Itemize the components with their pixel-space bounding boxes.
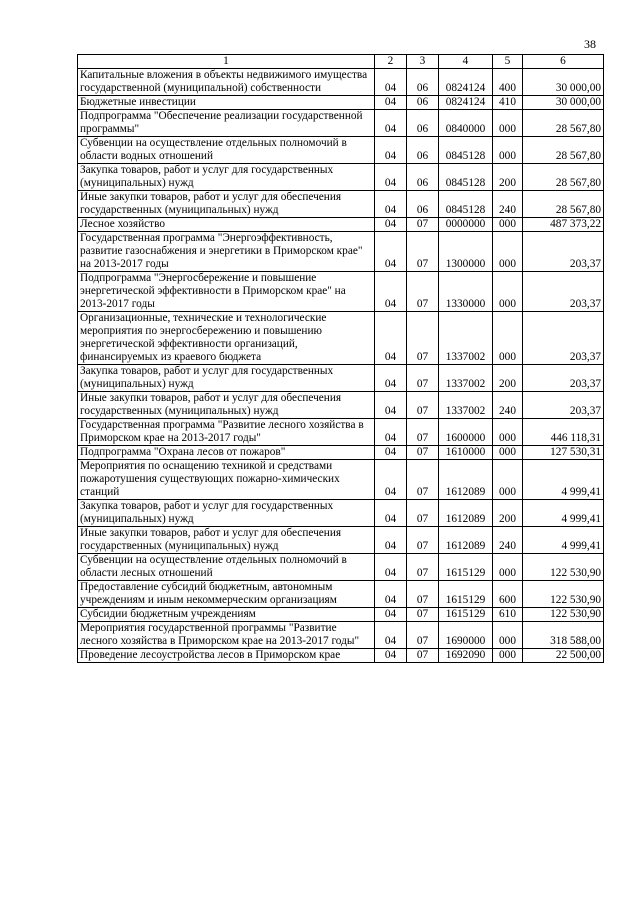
row-expense-type: 410 bbox=[493, 96, 523, 110]
row-target-article: 0000000 bbox=[439, 218, 493, 232]
row-subsection: 07 bbox=[407, 446, 439, 460]
row-amount: 4 999,41 bbox=[523, 460, 604, 500]
table-row bbox=[78, 69, 604, 96]
row-section: 04 bbox=[375, 272, 407, 312]
row-section: 04 bbox=[375, 191, 407, 218]
row-expense-type: 240 bbox=[493, 527, 523, 554]
row-name: Подпрограмма "Охрана лесов от пожаров" bbox=[78, 446, 375, 460]
row-name: Организационные, технические и технологические мероприятия по энергосбережению и повышению энергетической эффективности организаций, финансируемых из краевого бюджета bbox=[78, 312, 375, 365]
row-amount: 122 530,90 bbox=[523, 581, 604, 608]
table-row bbox=[78, 392, 604, 419]
row-subsection: 07 bbox=[407, 581, 439, 608]
row-amount: 28 567,80 bbox=[523, 191, 604, 218]
row-amount: 28 567,80 bbox=[523, 164, 604, 191]
row-name: Иные закупки товаров, работ и услуг для обеспечения государственных (муниципальных) нужд bbox=[78, 392, 375, 419]
row-expense-type: 000 bbox=[493, 622, 523, 649]
table-row bbox=[78, 446, 604, 460]
row-target-article: 1600000 bbox=[439, 419, 493, 446]
row-target-article: 1337002 bbox=[439, 312, 493, 365]
row-amount: 122 530,90 bbox=[523, 554, 604, 581]
row-subsection: 07 bbox=[407, 272, 439, 312]
row-amount: 318 588,00 bbox=[523, 622, 604, 649]
row-name: Государственная программа "Энергоэффективность, развитие газоснабжения и энергетики в Приморском крае" на 2013-2017 годы bbox=[78, 232, 375, 272]
row-target-article: 0845128 bbox=[439, 137, 493, 164]
row-target-article: 0824124 bbox=[439, 96, 493, 110]
row-section: 04 bbox=[375, 96, 407, 110]
row-amount: 28 567,80 bbox=[523, 110, 604, 137]
table-row bbox=[78, 527, 604, 554]
row-amount: 203,37 bbox=[523, 392, 604, 419]
row-subsection: 06 bbox=[407, 110, 439, 137]
row-amount: 122 530,90 bbox=[523, 608, 604, 622]
table-row bbox=[78, 272, 604, 312]
table-row bbox=[78, 554, 604, 581]
row-target-article: 1300000 bbox=[439, 232, 493, 272]
row-subsection: 06 bbox=[407, 191, 439, 218]
row-expense-type: 000 bbox=[493, 446, 523, 460]
row-expense-type: 610 bbox=[493, 608, 523, 622]
row-expense-type: 000 bbox=[493, 232, 523, 272]
table-row bbox=[78, 232, 604, 272]
row-name: Проведение лесоустройства лесов в Приморском крае bbox=[78, 649, 375, 663]
row-expense-type: 200 bbox=[493, 365, 523, 392]
row-expense-type: 400 bbox=[493, 69, 523, 96]
row-section: 04 bbox=[375, 419, 407, 446]
row-target-article: 1330000 bbox=[439, 272, 493, 312]
row-subsection: 06 bbox=[407, 137, 439, 164]
row-name: Мероприятия государственной программы "Развитие лесного хозяйства в Приморском крае на 2013-2017 годы" bbox=[78, 622, 375, 649]
table-row bbox=[78, 581, 604, 608]
row-section: 04 bbox=[375, 232, 407, 272]
row-amount: 4 999,41 bbox=[523, 500, 604, 527]
row-section: 04 bbox=[375, 164, 407, 191]
row-target-article: 1615129 bbox=[439, 581, 493, 608]
row-section: 04 bbox=[375, 527, 407, 554]
row-amount: 30 000,00 bbox=[523, 69, 604, 96]
header-col-4: 4 bbox=[439, 55, 493, 69]
row-expense-type: 200 bbox=[493, 500, 523, 527]
row-section: 04 bbox=[375, 392, 407, 419]
row-subsection: 06 bbox=[407, 96, 439, 110]
row-subsection: 07 bbox=[407, 232, 439, 272]
row-name: Подпрограмма "Обеспечение реализации государственной программы" bbox=[78, 110, 375, 137]
row-subsection: 07 bbox=[407, 608, 439, 622]
row-name: Подпрограмма "Энергосбережение и повышение энергетической эффективности в Приморском крае" на 2013-2017 годы bbox=[78, 272, 375, 312]
row-expense-type: 200 bbox=[493, 164, 523, 191]
row-section: 04 bbox=[375, 365, 407, 392]
row-expense-type: 000 bbox=[493, 312, 523, 365]
row-target-article: 0845128 bbox=[439, 164, 493, 191]
row-section: 04 bbox=[375, 581, 407, 608]
row-name: Государственная программа "Развитие лесного хозяйства в Приморском крае на 2013-2017 годы" bbox=[78, 419, 375, 446]
header-col-5: 5 bbox=[493, 55, 523, 69]
header-col-6: 6 bbox=[523, 55, 604, 69]
table-row bbox=[78, 312, 604, 365]
row-section: 04 bbox=[375, 608, 407, 622]
row-expense-type: 000 bbox=[493, 649, 523, 663]
row-subsection: 07 bbox=[407, 218, 439, 232]
table-row bbox=[78, 365, 604, 392]
row-subsection: 07 bbox=[407, 460, 439, 500]
row-section: 04 bbox=[375, 500, 407, 527]
budget-table bbox=[77, 54, 604, 663]
header-col-2: 2 bbox=[375, 55, 407, 69]
row-name: Иные закупки товаров, работ и услуг для обеспечения государственных (муниципальных) нужд bbox=[78, 191, 375, 218]
row-name: Бюджетные инвестиции bbox=[78, 96, 375, 110]
table-row bbox=[78, 500, 604, 527]
row-name: Закупка товаров, работ и услуг для государственных (муниципальных) нужд bbox=[78, 365, 375, 392]
row-target-article: 1337002 bbox=[439, 365, 493, 392]
row-expense-type: 240 bbox=[493, 392, 523, 419]
row-target-article: 1692090 bbox=[439, 649, 493, 663]
row-section: 04 bbox=[375, 622, 407, 649]
row-subsection: 07 bbox=[407, 554, 439, 581]
row-expense-type: 000 bbox=[493, 137, 523, 164]
row-section: 04 bbox=[375, 649, 407, 663]
row-section: 04 bbox=[375, 110, 407, 137]
row-subsection: 07 bbox=[407, 312, 439, 365]
row-subsection: 07 bbox=[407, 622, 439, 649]
row-section: 04 bbox=[375, 554, 407, 581]
table-row bbox=[78, 96, 604, 110]
row-name: Предоставление субсидий бюджетным, автономным учреждениям и иным некоммерческим организациям bbox=[78, 581, 375, 608]
row-name: Субсидии бюджетным учреждениям bbox=[78, 608, 375, 622]
row-section: 04 bbox=[375, 446, 407, 460]
row-name: Закупка товаров, работ и услуг для государственных (муниципальных) нужд bbox=[78, 500, 375, 527]
row-target-article: 0845128 bbox=[439, 191, 493, 218]
row-amount: 127 530,31 bbox=[523, 446, 604, 460]
row-target-article: 1612089 bbox=[439, 500, 493, 527]
row-amount: 203,37 bbox=[523, 365, 604, 392]
row-subsection: 07 bbox=[407, 649, 439, 663]
row-target-article: 0824124 bbox=[439, 69, 493, 96]
row-section: 04 bbox=[375, 69, 407, 96]
table-row bbox=[78, 110, 604, 137]
row-amount: 446 118,31 bbox=[523, 419, 604, 446]
row-target-article: 1612089 bbox=[439, 460, 493, 500]
row-expense-type: 000 bbox=[493, 218, 523, 232]
row-target-article: 1615129 bbox=[439, 608, 493, 622]
row-amount: 4 999,41 bbox=[523, 527, 604, 554]
row-name: Лесное хозяйство bbox=[78, 218, 375, 232]
row-expense-type: 000 bbox=[493, 419, 523, 446]
row-target-article: 1337002 bbox=[439, 392, 493, 419]
row-target-article: 1615129 bbox=[439, 554, 493, 581]
row-subsection: 06 bbox=[407, 164, 439, 191]
row-subsection: 07 bbox=[407, 500, 439, 527]
table-row bbox=[78, 218, 604, 232]
row-target-article: 0840000 bbox=[439, 110, 493, 137]
row-name: Субвенции на осуществление отдельных полномочий в области водных отношений bbox=[78, 137, 375, 164]
table-row bbox=[78, 649, 604, 663]
row-target-article: 1612089 bbox=[439, 527, 493, 554]
row-expense-type: 240 bbox=[493, 191, 523, 218]
table-row bbox=[78, 622, 604, 649]
row-expense-type: 000 bbox=[493, 110, 523, 137]
row-expense-type: 000 bbox=[493, 272, 523, 312]
row-target-article: 1610000 bbox=[439, 446, 493, 460]
row-expense-type: 600 bbox=[493, 581, 523, 608]
row-section: 04 bbox=[375, 137, 407, 164]
row-subsection: 07 bbox=[407, 527, 439, 554]
row-name: Капитальные вложения в объекты недвижимого имущества государственной (муниципальной) собственности bbox=[78, 69, 375, 96]
row-subsection: 07 bbox=[407, 365, 439, 392]
row-amount: 487 373,22 bbox=[523, 218, 604, 232]
row-name: Мероприятия по оснащению техникой и средствами пожаротушения существующих пожарно-химических станций bbox=[78, 460, 375, 500]
page-number: 38 bbox=[584, 37, 596, 51]
row-name: Закупка товаров, работ и услуг для государственных (муниципальных) нужд bbox=[78, 164, 375, 191]
row-expense-type: 000 bbox=[493, 460, 523, 500]
table-row bbox=[78, 164, 604, 191]
row-section: 04 bbox=[375, 460, 407, 500]
row-amount: 203,37 bbox=[523, 272, 604, 312]
row-expense-type: 000 bbox=[493, 554, 523, 581]
table-row bbox=[78, 191, 604, 218]
row-target-article: 1690000 bbox=[439, 622, 493, 649]
table-row bbox=[78, 460, 604, 500]
row-subsection: 07 bbox=[407, 419, 439, 446]
row-amount: 203,37 bbox=[523, 232, 604, 272]
row-name: Субвенции на осуществление отдельных полномочий в области лесных отношений bbox=[78, 554, 375, 581]
row-section: 04 bbox=[375, 218, 407, 232]
row-subsection: 07 bbox=[407, 392, 439, 419]
table-row bbox=[78, 137, 604, 164]
row-amount: 203,37 bbox=[523, 312, 604, 365]
row-subsection: 06 bbox=[407, 69, 439, 96]
table-row bbox=[78, 608, 604, 622]
header-col-3: 3 bbox=[407, 55, 439, 69]
row-section: 04 bbox=[375, 312, 407, 365]
row-name: Иные закупки товаров, работ и услуг для обеспечения государственных (муниципальных) нужд bbox=[78, 527, 375, 554]
table-header-row bbox=[78, 55, 604, 69]
table-row bbox=[78, 419, 604, 446]
row-amount: 28 567,80 bbox=[523, 137, 604, 164]
row-amount: 22 500,00 bbox=[523, 649, 604, 663]
row-amount: 30 000,00 bbox=[523, 96, 604, 110]
header-col-1: 1 bbox=[78, 55, 375, 69]
